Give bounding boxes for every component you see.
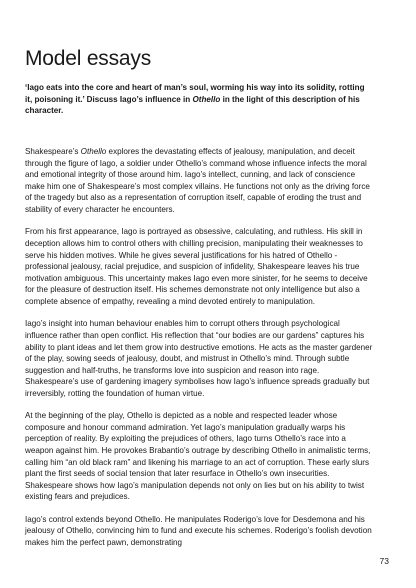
essay-paragraph-4: At the beginning of the play, Othello is depicted as a noble and respected leader whose composure and honour command admiration. Yet Iago’s manipulation gradually warps his perception of reality. By exploiting the prejudices of others, Iago turns Othello’s race into a weapon against him. He provokes Brabantio’s outrage by describing Othello in animalistic terms, calling him “an old black ram” and likening his marriage to an act of corruption. These early slurs plant the first seeds of social tension that later resurface in Othello’s own insecurities. Shakespeare shows how Iago’s manipulation depends not only on lies but on his ability to twist existing fears and prejudices.: [25, 411, 371, 502]
essay-body: [25, 146, 373, 559]
page-number: 73: [379, 556, 389, 566]
page-title: Model essays: [25, 47, 151, 70]
essay-question: [25, 82, 373, 117]
essay-paragraph-5: Iago’s control extends beyond Othello. He manipulates Roderigo’s love for Desdemona and his jealousy of Othello, convincing him to fund and execute his schemes. Roderigo’s foolish devotion makes him the perfect pawn, demonstrating: [25, 514, 372, 547]
paragraph-text: explores the devastating effects of jealousy, manipulation, and deceit through the figure of Iago, a soldier under Othello’s command whose influence infects the moral and emotional integrity of those around him. Iago’s intellect, cunning, and lack of conscience make him one of Shakespeare’s most complex villains. He functions not only as the driving force of the tragedy but also as a representation of corruption itself, capable of eroding the trust and stability of every character he encounters.: [25, 147, 370, 214]
essay-paragraph-1: [25, 146, 373, 216]
essay-question-play-title: Othello: [192, 94, 221, 104]
essay-question-part1: ‘Iago eats into the core and heart of man’s soul, worming his way into its solidity, rotting it, poisoning it.’ Discuss Iago’s influence in: [25, 83, 365, 104]
paragraph-play-title: Othello: [80, 147, 107, 156]
essay-paragraph-2: From his first appearance, Iago is portrayed as obsessive, calculating, and ruthless. His skill in deception allows him to control others with chilling precision, manipulating their weaknesses to serve his hidden motives. While he gives several justifications for his hatred of Othello - professional jealousy, racial prejudice, and suspicion of infidelity, Shakespeare leaves his true motivation ambiguous. This uncertainty makes Iago even more sinister, for he seems to deceive for the pleasure of destruction itself. His schemes demonstrate not only intelligence but also a complete absence of empathy, revealing a mind devoted entirely to manipulation.: [25, 227, 368, 306]
essay-question-part2: in the light of this description of his character.: [25, 94, 360, 116]
essay-paragraph-3: Iago’s insight into human behaviour enables him to corrupt others through psychological influence rather than open conflict. His reflection that “our bodies are our gardens” captures his ability to plant ideas and let them grow into destructive emotions. He acts as the master gardener of the play, sowing seeds of jealousy, doubt, and mistrust in Othello’s mind. Through subtle suggestion and half-truths, he transforms love into suspicion and reason into rage. Shakespeare’s use of gardening imagery symbolises how Iago’s influence spreads gradually but irreversibly, rotting the foundation of human virtue.: [25, 319, 373, 398]
paragraph-lead: Shakespeare’s: [25, 147, 81, 156]
